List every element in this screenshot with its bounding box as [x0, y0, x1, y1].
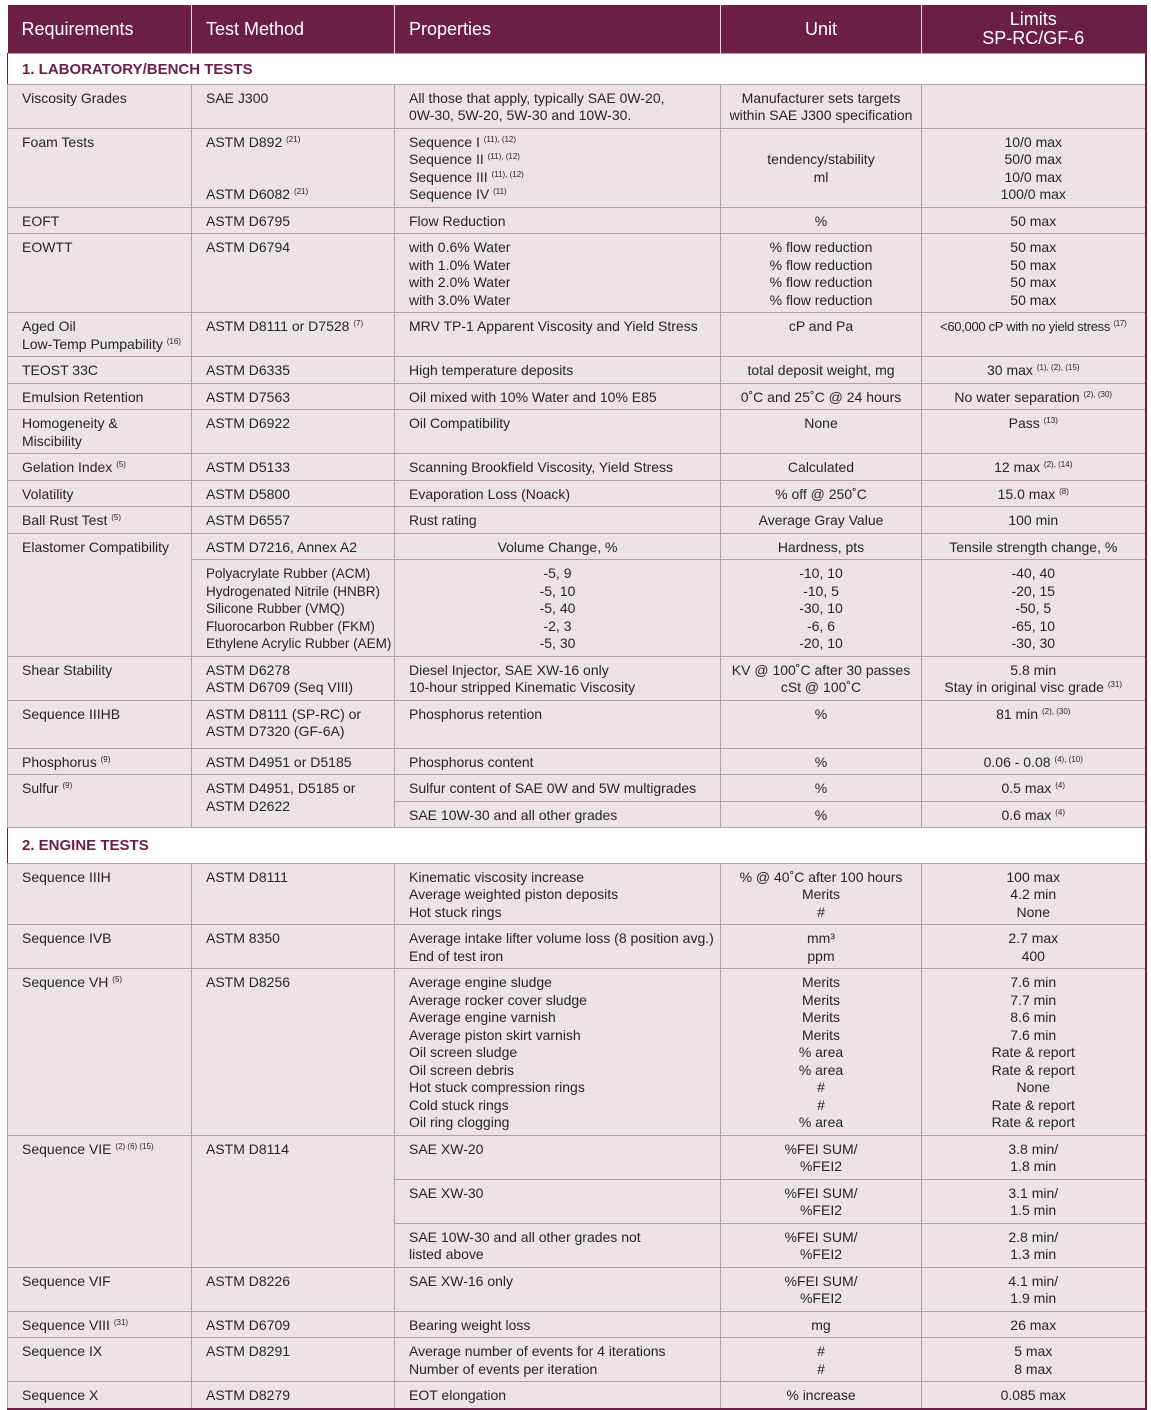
section-title: 2. ENGINE TESTS	[8, 828, 1146, 864]
method-cell: ASTM D6709	[192, 1311, 395, 1338]
unit-cell: cP and Pa	[721, 313, 922, 357]
table-row	[8, 969, 1146, 1136]
requirement-cell: Sequence IX	[8, 1338, 192, 1382]
method-cell: ASTM D5133	[192, 454, 395, 481]
property-cell: Volume Change, %	[395, 533, 721, 560]
header-limits: Limits SP-RC/GF-6	[922, 5, 1146, 54]
requirement-cell: Foam Tests	[8, 128, 192, 207]
table-row	[8, 383, 1146, 410]
unit-cell: tendency/stability ml	[721, 128, 922, 207]
limit-cell: 5.8 min Stay in original visc grade $^{(31)}$	[922, 656, 1146, 700]
method-cell: ASTM D7563	[192, 383, 395, 410]
limit-cell: 0.085 max	[922, 1382, 1146, 1409]
requirement-cell: Elastomer Compatibility	[8, 533, 192, 656]
table-row	[8, 1311, 1146, 1338]
method-cell: ASTM D892 $^{(21)}$ ASTM D6082 $^{(21)}$	[192, 128, 395, 207]
requirement-cell: Sulfur $^{(9)}$	[8, 775, 192, 828]
property-cell: -5, 9 -5, 10 -5, 40 -2, 3 -5, 30	[395, 560, 721, 657]
unit-cell: mm³ ppm	[721, 925, 922, 969]
property-cell: MRV TP-1 Apparent Viscosity and Yield Stress	[395, 313, 721, 357]
property-cell: Average intake lifter volume loss (8 position avg.) End of test iron	[395, 925, 721, 969]
table-row	[8, 410, 1146, 454]
property-cell: All those that apply, typically SAE 0W-20, 0W-30, 5W-20, 5W-30 and 10W-30.	[395, 84, 721, 128]
limit-cell: 15.0 max $^{(8)}$	[922, 480, 1146, 507]
unit-cell: % increase	[721, 1382, 922, 1409]
unit-cell: Average Gray Value	[721, 507, 922, 534]
table-row	[8, 454, 1146, 481]
unit-cell: mg	[721, 1311, 922, 1338]
limit-cell: 100 min	[922, 507, 1146, 534]
limit-cell: 7.6 min 7.7 min 8.6 min 7.6 min Rate & report Rate & report None Rate & report Rate & report	[922, 969, 1146, 1136]
table-row	[8, 1267, 1146, 1311]
limit-cell	[922, 84, 1146, 128]
table-row	[8, 775, 1146, 802]
property-cell: Average number of events for 4 iterations Number of events per iteration	[395, 1338, 721, 1382]
method-cell: ASTM D8291	[192, 1338, 395, 1382]
unit-cell: % flow reduction % flow reduction % flow reduction % flow reduction	[721, 234, 922, 313]
requirement-cell: Aged Oil Low-Temp Pumpability $^{(16)}$	[8, 313, 192, 357]
unit-cell: %	[721, 700, 922, 748]
method-cell: ASTM D4951, D5185 or ASTM D2622	[192, 775, 395, 828]
unit-cell: % off @ 250˚C	[721, 480, 922, 507]
limit-cell: Tensile strength change, %	[922, 533, 1146, 560]
property-cell: Kinematic viscosity increase Average weighted piston deposits Hot stuck rings	[395, 863, 721, 925]
method-cell: ASTM D6795	[192, 207, 395, 234]
limit-cell: 50 max 50 max 50 max 50 max	[922, 234, 1146, 313]
property-cell: Average engine sludge Average rocker cover sludge Average engine varnish Average piston skirt varnish Oil screen sludge Oil screen debris Hot stuck compression rings Cold stuck rings Oil ring clogging	[395, 969, 721, 1136]
property-cell: SAE XW-30	[395, 1179, 721, 1223]
limit-cell: 4.1 min/ 1.9 min	[922, 1267, 1146, 1311]
section-title: 1. LABORATORY/BENCH TESTS	[8, 54, 1146, 85]
table-row	[8, 480, 1146, 507]
section-lab-bench-tests	[8, 54, 1146, 85]
limit-cell: 81 min $^{(2), (30)}$	[922, 700, 1146, 748]
unit-cell: total deposit weight, mg	[721, 357, 922, 384]
method-cell: ASTM D8111 or D7528 $^{(7)}$	[192, 313, 395, 357]
limit-cell: 0.5 max $^{(4)}$	[922, 775, 1146, 802]
unit-cell: # #	[721, 1338, 922, 1382]
unit-cell: KV @ 100˚C after 30 passes cSt @ 100˚C	[721, 656, 922, 700]
requirement-cell: Sequence IIIH	[8, 863, 192, 925]
unit-cell: % @ 40˚C after 100 hours Merits #	[721, 863, 922, 925]
limit-cell: <60,000 cP with no yield stress $^{(17)}$	[922, 313, 1146, 357]
table-row	[8, 128, 1146, 207]
header-row	[8, 5, 1146, 54]
property-cell: SAE XW-16 only	[395, 1267, 721, 1311]
requirement-cell: Sequence VIF	[8, 1267, 192, 1311]
table-row	[8, 357, 1146, 384]
limit-cell: Pass $^{(13)}$	[922, 410, 1146, 454]
requirement-cell: Volatility	[8, 480, 192, 507]
table-row	[8, 84, 1146, 128]
unit-cell: %	[721, 207, 922, 234]
method-cell: Polyacrylate Rubber (ACM) Hydrogenated Nitrile (HNBR) Silicone Rubber (VMQ) Fluorocarbon Rubber (FKM) Ethylene Acrylic Rubber (AEM)	[192, 560, 395, 657]
unit-cell: -10, 10 -10, 5 -30, 10 -6, 6 -20, 10	[721, 560, 922, 657]
limit-cell: 100 max 4.2 min None	[922, 863, 1146, 925]
requirement-cell: Ball Rust Test $^{(5)}$	[8, 507, 192, 534]
property-cell: High temperature deposits	[395, 357, 721, 384]
property-cell: with 0.6% Water with 1.0% Water with 2.0% Water with 3.0% Water	[395, 234, 721, 313]
table-row	[8, 533, 1146, 560]
limit-cell: No water separation $^{(2), (30)}$	[922, 383, 1146, 410]
method-cell: ASTM D6557	[192, 507, 395, 534]
method-cell: ASTM D6794	[192, 234, 395, 313]
method-cell: ASTM D4951 or D5185	[192, 748, 395, 775]
limit-cell: 0.6 max $^{(4)}$	[922, 801, 1146, 828]
method-cell: ASTM D8226	[192, 1267, 395, 1311]
method-cell: ASTM D8279	[192, 1382, 395, 1409]
method-cell: SAE J300	[192, 84, 395, 128]
property-cell: Diesel Injector, SAE XW-16 only 10-hour stripped Kinematic Viscosity	[395, 656, 721, 700]
unit-cell: %FEI SUM/ %FEI2	[721, 1179, 922, 1223]
requirement-cell: Sequence IVB	[8, 925, 192, 969]
requirement-cell: EOWTT	[8, 234, 192, 313]
table-row	[8, 700, 1146, 748]
property-cell: Evaporation Loss (Noack)	[395, 480, 721, 507]
property-cell: EOT elongation	[395, 1382, 721, 1409]
requirement-cell: Shear Stability	[8, 656, 192, 700]
table-row	[8, 656, 1146, 700]
property-cell: Phosphorus retention	[395, 700, 721, 748]
limit-cell: 2.8 min/ 1.3 min	[922, 1223, 1146, 1267]
requirement-cell: Sequence X	[8, 1382, 192, 1409]
requirement-cell: Sequence VIII $^{(31)}$	[8, 1311, 192, 1338]
unit-cell: None	[721, 410, 922, 454]
method-cell: ASTM D8111 (SP-RC) or ASTM D7320 (GF-6A)	[192, 700, 395, 748]
property-cell: Scanning Brookfield Viscosity, Yield Stress	[395, 454, 721, 481]
requirement-cell: Gelation Index $^{(5)}$	[8, 454, 192, 481]
requirement-cell: TEOST 33C	[8, 357, 192, 384]
table-row	[8, 925, 1146, 969]
method-cell: ASTM D6278 ASTM D6709 (Seq VIII)	[192, 656, 395, 700]
method-cell: ASTM D7216, Annex A2	[192, 533, 395, 560]
requirement-cell: Phosphorus $^{(9)}$	[8, 748, 192, 775]
property-cell: Oil mixed with 10% Water and 10% E85	[395, 383, 721, 410]
unit-cell: %	[721, 748, 922, 775]
unit-cell: Merits Merits Merits Merits % area % area # # % area	[721, 969, 922, 1136]
requirement-cell: Homogeneity & Miscibility	[8, 410, 192, 454]
property-cell: SAE 10W-30 and all other grades	[395, 801, 721, 828]
method-cell: ASTM D6335	[192, 357, 395, 384]
property-cell: SAE XW-20	[395, 1135, 721, 1179]
method-cell: ASTM D8256	[192, 969, 395, 1136]
table-row	[8, 234, 1146, 313]
limit-cell: 12 max $^{(2), (14)}$	[922, 454, 1146, 481]
table-row	[8, 207, 1146, 234]
requirement-cell: Sequence VH $^{(5)}$	[8, 969, 192, 1136]
limit-cell: 5 max 8 max	[922, 1338, 1146, 1382]
limit-cell: 30 max $^{(1), (2), (15)}$	[922, 357, 1146, 384]
limit-cell: 10/0 max 50/0 max 10/0 max 100/0 max	[922, 128, 1146, 207]
method-cell: ASTM D8114	[192, 1135, 395, 1267]
requirement-cell: Viscosity Grades	[8, 84, 192, 128]
unit-cell: Manufacturer sets targets within SAE J300 specification	[721, 84, 922, 128]
property-cell: Bearing weight loss	[395, 1311, 721, 1338]
method-cell: ASTM 8350	[192, 925, 395, 969]
requirement-cell: Sequence IIIHB	[8, 700, 192, 748]
property-cell: Rust rating	[395, 507, 721, 534]
property-cell: Oil Compatibility	[395, 410, 721, 454]
header-test-method: Test Method	[192, 5, 395, 54]
limit-cell: 2.7 max 400	[922, 925, 1146, 969]
property-cell: Phosphorus content	[395, 748, 721, 775]
requirement-cell: Emulsion Retention	[8, 383, 192, 410]
unit-cell: %FEI SUM/ %FEI2	[721, 1223, 922, 1267]
limit-cell: 50 max	[922, 207, 1146, 234]
unit-cell: %FEI SUM/ %FEI2	[721, 1135, 922, 1179]
header-unit: Unit	[721, 5, 922, 54]
property-cell: Flow Reduction	[395, 207, 721, 234]
unit-cell: %	[721, 775, 922, 802]
table-row	[8, 1135, 1146, 1179]
method-cell: ASTM D6922	[192, 410, 395, 454]
section-engine-tests	[8, 828, 1146, 864]
table-row	[8, 863, 1146, 925]
requirement-cell: Sequence VIE $^{(2) (6) (15)}$	[8, 1135, 192, 1267]
method-cell: ASTM D8111	[192, 863, 395, 925]
table-row	[8, 313, 1146, 357]
unit-cell: %FEI SUM/ %FEI2	[721, 1267, 922, 1311]
specification-table	[7, 5, 1147, 1410]
limit-cell: 3.1 min/ 1.5 min	[922, 1179, 1146, 1223]
requirement-cell: EOFT	[8, 207, 192, 234]
property-cell: SAE 10W-30 and all other grades not listed above	[395, 1223, 721, 1267]
property-cell: Sequence I $^{(11), (12)}$ Sequence II $^{(11), (12)}$ Sequence III $^{(11), (12)}$ Sequence IV $^{(11)}$	[395, 128, 721, 207]
header-properties: Properties	[395, 5, 721, 54]
table-row	[8, 748, 1146, 775]
property-cell: Sulfur content of SAE 0W and 5W multigrades	[395, 775, 721, 802]
unit-cell: %	[721, 801, 922, 828]
unit-cell: Calculated	[721, 454, 922, 481]
table-row	[8, 1338, 1146, 1382]
table-row	[8, 1382, 1146, 1409]
limit-cell: -40, 40 -20, 15 -50, 5 -65, 10 -30, 30	[922, 560, 1146, 657]
table-row	[8, 507, 1146, 534]
header-requirements: Requirements	[8, 5, 192, 54]
unit-cell: Hardness, pts	[721, 533, 922, 560]
method-cell: ASTM D5800	[192, 480, 395, 507]
limit-cell: 26 max	[922, 1311, 1146, 1338]
unit-cell: 0˚C and 25˚C @ 24 hours	[721, 383, 922, 410]
limit-cell: 0.06 - 0.08 $^{(4), (10)}$	[922, 748, 1146, 775]
limit-cell: 3.8 min/ 1.8 min	[922, 1135, 1146, 1179]
